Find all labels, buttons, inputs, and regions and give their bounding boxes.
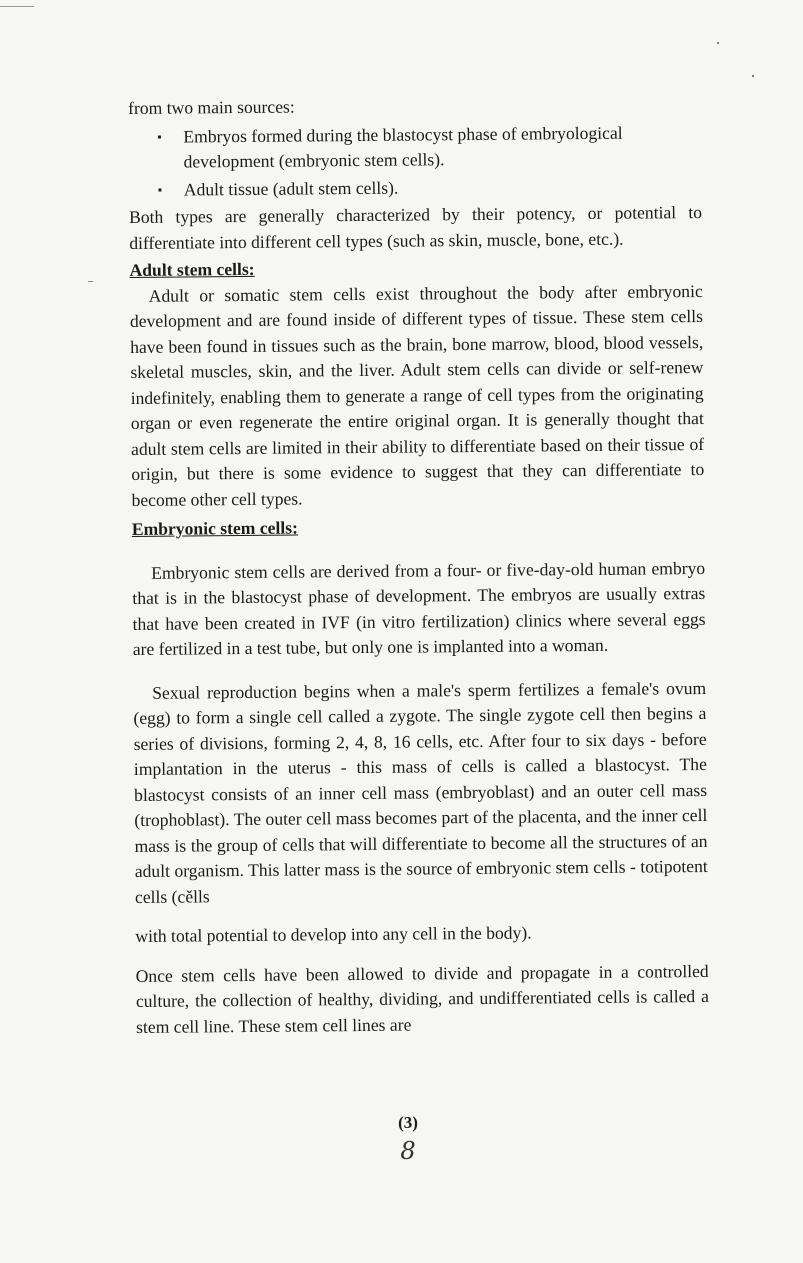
page-number: (3) <box>398 1113 418 1132</box>
adult-stem-cells-heading: Adult stem cells: <box>129 258 255 280</box>
embryonic-stem-cells-paragraph: Embryonic stem cells are derived from a four- or five-day-old human embryo that is in the blastocyst phase of development. The embryos are usually extras that have been created in IVF (in vitro fertilization) clinics where several eggs are fertilized in a test tube, but only one is implanted into a woman. <box>132 557 706 659</box>
types-paragraph: Both types are generally characterized by their potency, or potential to differentiate into different cell types (such as skin, muscle, bone, etc.). <box>128 201 703 253</box>
scan-edge-mark <box>0 6 34 7</box>
scan-speck <box>88 281 93 282</box>
list-item: ▪ Embryos formed during the blastocyst phase of embryological development (embryonic stem cells). <box>183 119 701 175</box>
document-page <box>128 91 709 1040</box>
embryonic-stem-cells-heading: Embryonic stem cells: <box>131 517 299 539</box>
scan-speck <box>717 42 719 44</box>
handwritten-page-number: 8 <box>400 1137 416 1165</box>
stem-cell-line-paragraph: Once stem cells have been allowed to divide and propagate in a controlled culture, the collection of healthy, dividing, and undifferentiated cells is called a stem cell line. These stem cell lines are <box>135 960 709 1037</box>
continuation-line: with total potential to develop into any cell in the body). <box>135 922 532 946</box>
list-item: ▪ Adult tissue (adult stem cells). <box>184 172 702 202</box>
adult-stem-cells-paragraph: Adult or somatic stem cells exist throughout the body after embryonic development and are found inside of different types of tissue. These stem cells have been found in tissues such as the brain, bone marrow, blood, blood vessels, skeletal muscles, skin, and the liver. Adult stem cells can divide or self-renew indefinitely, enabling them to generate a range of cell types from the originating organ or even regenerate the entire original organ. It is generally thought that adult stem cells are limited in their ability to differentiate based on their tissue of origin, but there is some evidence to suggest that they can differentiate to become other cell types. <box>129 280 705 510</box>
sources-list <box>128 119 702 202</box>
page-footer <box>0 1113 803 1165</box>
sexual-reproduction-paragraph: Sexual reproduction begins when a male's sperm fertilizes a female's ovum (egg) to form a single cell called a zygote. The single zygote cell then begins a series of divisions, forming 2, 4, 8, 16 cells, etc. After four to six days - before implantation in the uterus - this mass of cells is called a blastocyst. The blastocyst consists of an inner cell mass (embryoblast) and an outer cell mass (trophoblast). The outer cell mass becomes part of the placenta, and the inner cell mass is the group of cells that will differentiate to become all the structures of an adult organism. This latter mass is the source of embryonic stem cells - totipotent cells (cělls <box>133 677 708 907</box>
intro-fragment: from two main sources: <box>128 96 295 118</box>
scan-speck <box>752 75 754 77</box>
